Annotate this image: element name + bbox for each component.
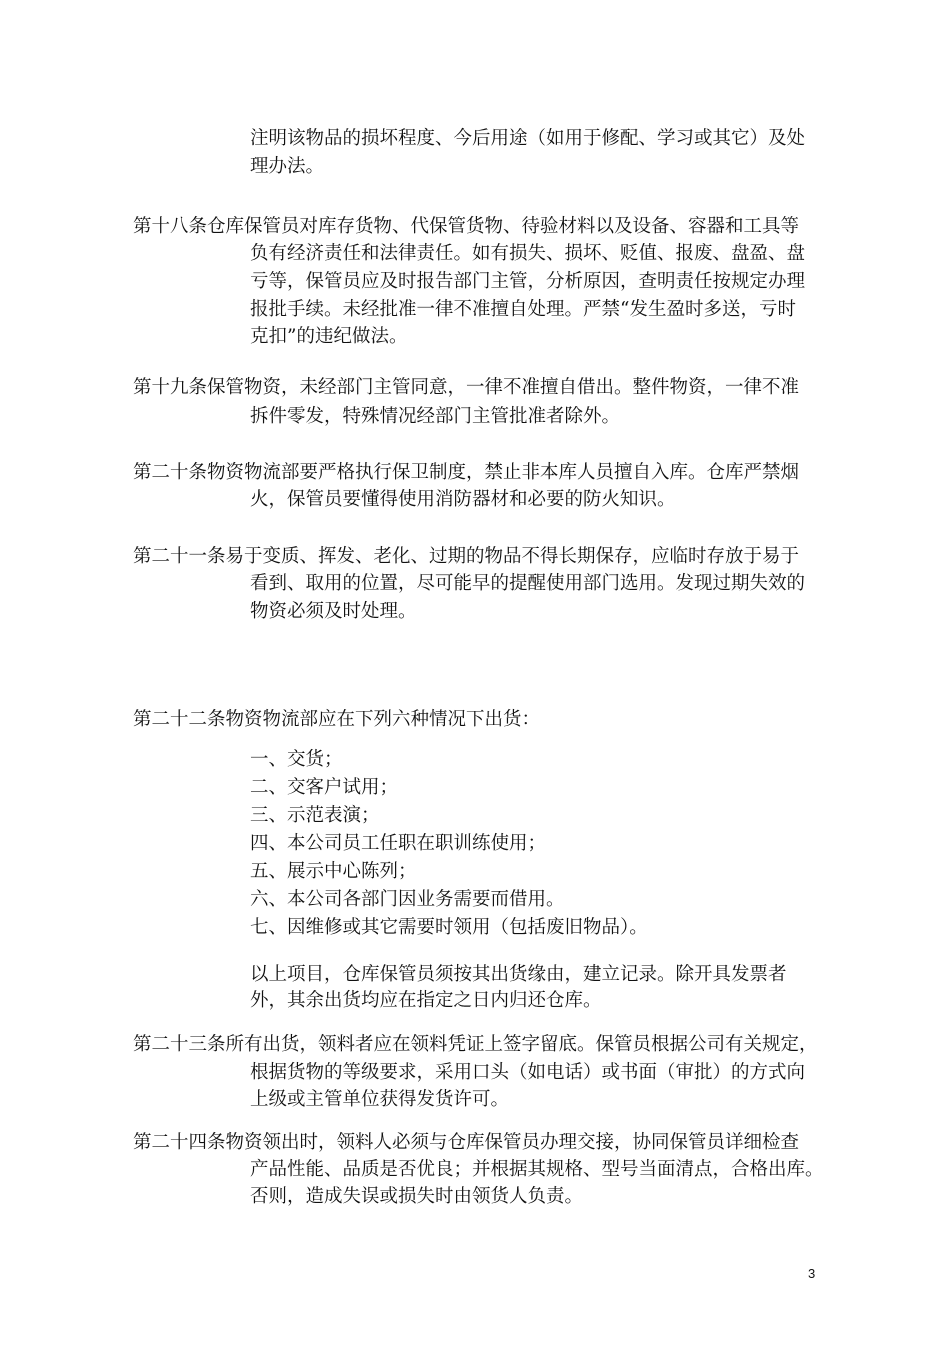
list-item: 五、展示中心陈列； <box>250 861 417 882</box>
article-23-line: 上级或主管单位获得发货许可。 <box>250 1089 510 1110</box>
article-20-line: 火，保管员要懂得使用消防器材和必要的防火知识。 <box>250 489 676 510</box>
continuation-line: 理办法。 <box>250 156 325 177</box>
article-21-line: 看到、取用的位置，尽可能早的提醒使用部门选用。发现过期失效的 <box>250 573 806 594</box>
article-21-line: 第二十一条易于变质、挥发、老化、过期的物品不得长期保存，应临时存放于易于 <box>133 546 800 567</box>
continuation-line: 注明该物品的损坏程度、今后用途（如用于修配、学习或其它）及处 <box>250 128 806 149</box>
note-line: 以上项目，仓库保管员须按其出货缘由，建立记录。除开具发票者 <box>250 964 787 985</box>
article-23-line: 第二十三条所有出货，领料者应在领料凭证上签字留底。保管员根据公司有关规定， <box>133 1034 818 1055</box>
list-item: 六、本公司各部门因业务需要而借用。 <box>250 889 565 910</box>
list-item: 七、因维修或其它需要时领用（包括废旧物品）。 <box>250 917 648 938</box>
list-item: 四、本公司员工任职在职训练使用； <box>250 833 547 854</box>
page-number: 3 <box>808 1266 816 1281</box>
list-item: 一、交货； <box>250 749 343 770</box>
article-21-line: 物资必须及时处理。 <box>250 601 417 622</box>
article-24-line: 产品性能、品质是否优良；并根据其规格、型号当面清点，合格出库。 <box>250 1159 824 1180</box>
article-18-line: 克扣”的违纪做法。 <box>250 326 408 347</box>
article-19-line: 第十九条保管物资，未经部门主管同意，一律不准擅自借出。整件物资，一律不准 <box>133 377 800 398</box>
article-20-line: 第二十条物资物流部要严格执行保卫制度，禁止非本库人员擅自入库。仓库严禁烟 <box>133 462 800 483</box>
article-23-line: 根据货物的等级要求，采用口头（如电话）或书面（审批）的方式向 <box>250 1062 806 1083</box>
article-19-line: 拆件零发，特殊情况经部门主管批准者除外。 <box>250 406 621 427</box>
note-line: 外，其余出货均应在指定之日内归还仓库。 <box>250 990 602 1011</box>
article-24-line: 第二十四条物资领出时，领料人必须与仓库保管员办理交接，协同保管员详细检查 <box>133 1132 800 1153</box>
article-24-line: 否则，造成失误或损失时由领货人负责。 <box>250 1186 584 1207</box>
article-18-line: 亏等，保管员应及时报告部门主管，分析原因，查明责任按规定办理 <box>250 271 806 292</box>
article-22-line: 第二十二条物资物流部应在下列六种情况下出货： <box>133 709 541 730</box>
article-18-line: 第十八条仓库保管员对库存货物、代保管货物、待验材料以及设备、容器和工具等 <box>133 216 800 237</box>
list-item: 三、示范表演； <box>250 805 380 826</box>
article-18-line: 负有经济责任和法律责任。如有损失、损坏、贬值、报废、盘盈、盘 <box>250 243 806 264</box>
article-18-line: 报批手续。未经批准一律不准擅自处理。严禁“发生盈时多送，亏时 <box>250 299 796 320</box>
list-item: 二、交客户试用； <box>250 777 399 798</box>
